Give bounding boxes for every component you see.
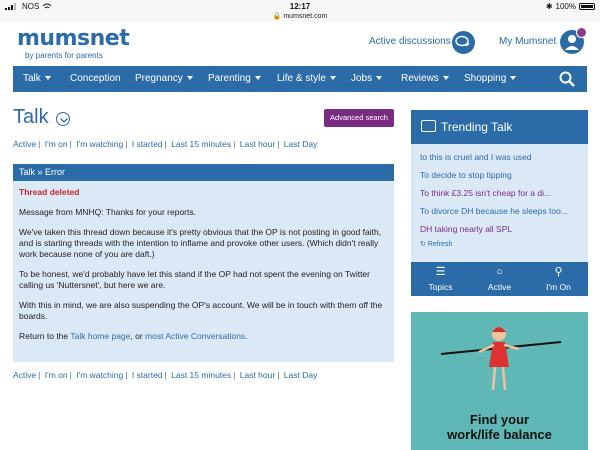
- pin-icon: ⚲: [554, 266, 563, 278]
- nav-reviews[interactable]: Reviews: [401, 66, 449, 92]
- chevron-down-icon: [187, 76, 193, 80]
- link-last-day[interactable]: Last Day: [283, 139, 318, 149]
- battery-icon: [579, 3, 595, 10]
- status-message: Thread deleted: [19, 187, 80, 197]
- site-header: [0, 22, 600, 66]
- logo-wordmark: mumsnet: [17, 26, 130, 51]
- filter-links-bottom: Active | I'm on | I'm watching | I started | Last 15 minutes | Last hour | Last Day: [13, 370, 318, 380]
- refresh-icon: ↻: [420, 241, 426, 248]
- nav-pregnancy[interactable]: Pregnancy: [135, 66, 193, 92]
- error-panel: [13, 164, 394, 362]
- advert-banner[interactable]: [411, 312, 588, 450]
- message-paragraph-4: With this in mind, we are also suspending the OP's account. We will be in touch with them off the boards.: [19, 300, 383, 321]
- message-paragraph-1: Message from MNHQ: Thanks for your reports.: [19, 207, 196, 217]
- trending-item[interactable]: To decide to stop tipping: [420, 170, 512, 180]
- user-avatar-icon[interactable]: [560, 30, 584, 54]
- carrier-label: NOS: [22, 2, 40, 11]
- status-right: [546, 2, 595, 11]
- message-paragraph-3: To be honest, we'd probably have let this stand if the OP had not spent the evening on Twitter calling us 'Nuttersnet', but here we are.: [19, 269, 370, 290]
- trending-item[interactable]: to this is cruel and I was used: [420, 152, 532, 162]
- active-conversations-link[interactable]: most Active Conversations: [145, 331, 246, 341]
- mumsnet-logo[interactable]: [17, 28, 129, 60]
- nav-talk[interactable]: Talk: [23, 66, 51, 92]
- nav-conception[interactable]: Conception: [70, 73, 121, 84]
- battery-percent: 100%: [555, 2, 576, 11]
- trending-list: [411, 144, 588, 248]
- panel-body: [13, 181, 394, 342]
- chevron-down-icon: [443, 76, 449, 80]
- speech-bubble-icon: [421, 120, 436, 132]
- url-text: mumsnet.com: [283, 13, 328, 20]
- refresh-link[interactable]: ↻ Refresh: [420, 241, 453, 248]
- chevron-down-icon: [376, 76, 382, 80]
- breadcrumb: Talk » Error: [13, 164, 394, 181]
- page-title: Talk: [13, 106, 49, 128]
- link-last-hour[interactable]: Last hour: [239, 370, 276, 380]
- list-icon: ☰: [435, 266, 446, 278]
- trending-item[interactable]: To divorce DH because he sleeps too...: [420, 206, 568, 216]
- lock-icon: 🔒: [272, 13, 282, 20]
- chevron-down-icon: [510, 76, 516, 80]
- active-discussions-link[interactable]: Active discussions: [369, 36, 451, 47]
- trending-title: Trending Talk: [441, 120, 513, 134]
- chat-icon: ○: [496, 266, 503, 278]
- link-i-started[interactable]: I started: [131, 139, 163, 149]
- link-active[interactable]: Active: [13, 139, 37, 149]
- nav-parenting[interactable]: Parenting: [208, 66, 261, 92]
- link-im-watching[interactable]: I'm watching: [76, 139, 124, 149]
- main-nav: [13, 66, 587, 92]
- bluetooth-icon: ✱: [545, 2, 553, 11]
- logo-tagline: by parents for parents: [25, 51, 103, 60]
- link-last-hour[interactable]: Last hour: [239, 139, 276, 149]
- link-last-15-minutes[interactable]: Last 15 minutes: [171, 139, 232, 149]
- link-last-15-minutes[interactable]: Last 15 minutes: [171, 370, 232, 380]
- trending-item[interactable]: DH taking nearly all SPL: [420, 224, 513, 234]
- link-im-on[interactable]: I'm on: [44, 370, 68, 380]
- filter-links-top: Active | I'm on | I'm watching | I started | Last 15 minutes | Last hour | Last Day: [13, 139, 318, 149]
- status-bar: [0, 0, 600, 22]
- my-mumsnet-link[interactable]: My Mumsnet: [499, 36, 557, 47]
- link-i-started[interactable]: I started: [131, 370, 163, 380]
- nav-life-style[interactable]: Life & style: [277, 66, 336, 92]
- advanced-search-button[interactable]: Advanced search: [324, 109, 394, 127]
- link-im-watching[interactable]: I'm watching: [76, 370, 124, 380]
- link-im-on[interactable]: I'm on: [44, 139, 68, 149]
- tab-im-on[interactable]: ⚲ I'm On: [546, 266, 571, 292]
- tightrope-walker-illustration: [411, 312, 588, 402]
- search-icon[interactable]: [559, 71, 575, 87]
- trending-item[interactable]: To think £3.25 isn't cheap for a di...: [420, 188, 552, 198]
- topic-dropdown-icon[interactable]: [56, 112, 70, 126]
- message-paragraph-2: We've taken this thread down because it's pretty obvious that the OP is not posting in good faith, and is starting threads with the intention to inflame and provoke other users. (Which didn't really work because none of you are daft.): [19, 227, 382, 259]
- talk-home-link[interactable]: Talk home page: [70, 331, 131, 341]
- tab-active[interactable]: ○ Active: [487, 266, 512, 292]
- tab-topics[interactable]: ☰ Topics: [428, 266, 453, 292]
- url-bar[interactable]: [0, 12, 600, 20]
- chevron-down-icon: [255, 76, 261, 80]
- trending-talk-widget: [411, 110, 588, 296]
- notification-badge: [576, 27, 587, 38]
- return-paragraph: Return to the Talk home page, or most Active Conversations.: [19, 331, 248, 341]
- nav-jobs[interactable]: Jobs: [351, 66, 382, 92]
- trending-tabs: [411, 262, 588, 296]
- advert-text: Find your work/life balance: [447, 412, 552, 442]
- chevron-down-icon: [45, 76, 51, 80]
- link-last-day[interactable]: Last Day: [283, 370, 318, 380]
- nav-shopping[interactable]: Shopping: [464, 66, 516, 92]
- trending-header: [411, 110, 588, 144]
- chat-bubbles-icon[interactable]: [452, 31, 475, 54]
- link-active[interactable]: Active: [13, 370, 37, 380]
- clock: 12:17: [289, 2, 311, 11]
- chevron-down-icon: [330, 76, 336, 80]
